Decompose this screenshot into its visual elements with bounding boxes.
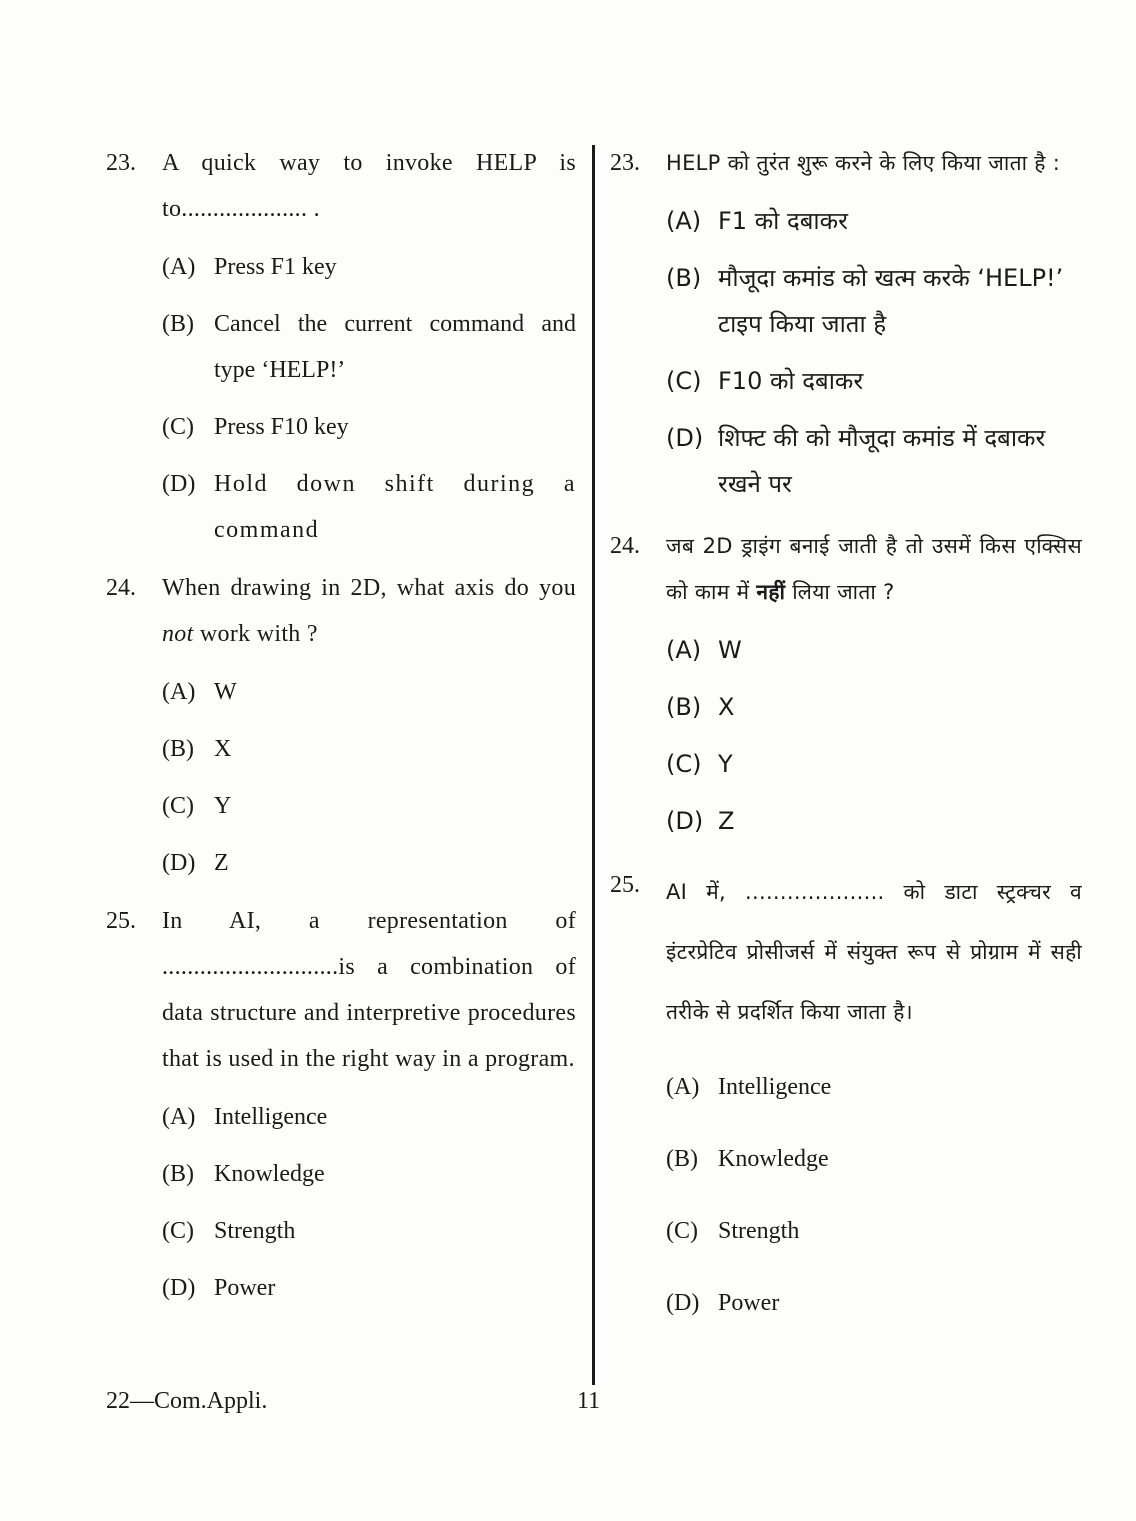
option-b — [666, 1136, 1082, 1182]
stem-text: When drawing in 2D, what axis do you — [162, 575, 576, 601]
option-d — [666, 415, 1082, 507]
stem-emphasis: नहीं — [756, 580, 786, 604]
question-24-en — [106, 565, 576, 886]
option-text: W — [214, 679, 237, 705]
option-label: (C) — [162, 414, 194, 440]
question-stem — [162, 565, 576, 657]
option-label: (B) — [666, 693, 702, 721]
stem-emphasis: not — [162, 621, 194, 647]
question-23-en — [106, 140, 576, 553]
option-text: Power — [214, 1275, 276, 1301]
option-text: Intelligence — [718, 1074, 832, 1100]
option-label: (C) — [162, 793, 194, 819]
option-label: (D) — [162, 850, 196, 876]
option-a — [162, 244, 576, 290]
option-label: (D) — [666, 1290, 700, 1316]
option-c — [666, 1208, 1082, 1254]
question-number: 25. — [106, 908, 136, 934]
option-label: (A) — [666, 207, 702, 235]
question-25-hi — [610, 862, 1082, 1326]
option-c — [162, 1208, 576, 1254]
option-label: (D) — [666, 807, 704, 835]
option-text: Power — [718, 1290, 780, 1316]
option-a — [666, 1064, 1082, 1110]
option-text: Strength — [214, 1218, 296, 1244]
option-b — [162, 726, 576, 772]
question-stem — [666, 523, 1082, 615]
option-label: (C) — [666, 750, 702, 778]
option-a — [162, 669, 576, 715]
option-text: Knowledge — [214, 1161, 325, 1187]
question-number: 24. — [610, 533, 640, 559]
column-divider — [592, 145, 595, 1385]
option-c — [666, 741, 1082, 787]
option-a — [666, 198, 1082, 244]
option-label: (A) — [162, 254, 196, 280]
option-text: Press F1 key — [214, 254, 337, 280]
option-c — [666, 358, 1082, 404]
option-label: (D) — [162, 471, 196, 497]
option-label: (B) — [666, 264, 702, 292]
option-text: F1 को दबाकर — [718, 207, 848, 235]
option-text: Press F10 key — [214, 414, 349, 440]
question-number: 25. — [610, 872, 640, 898]
question-number: 23. — [610, 150, 640, 176]
question-25-en — [106, 898, 576, 1311]
option-text: Y — [718, 750, 733, 778]
option-d — [666, 1280, 1082, 1326]
option-text: शिफ्ट की को मौजूदा कमांड में दबाकर रखने पर — [718, 424, 1046, 498]
option-text: Strength — [718, 1218, 800, 1244]
option-label: (C) — [666, 367, 702, 395]
stem-text: लिया जाता ? — [792, 580, 895, 604]
option-b — [162, 301, 576, 393]
hindi-column — [610, 140, 1082, 1326]
option-text: Cancel the current command and type ‘HELP!’ — [214, 311, 576, 383]
question-stem: In AI, a representation of ............................is a combination of data structure and interpretive procedures that is used in the right way in a program. — [162, 908, 576, 1072]
option-text: Knowledge — [718, 1146, 829, 1172]
option-label: (A) — [162, 1104, 196, 1130]
question-stem: AI में, .................... को डाटा स्ट्रक्चर व इंटरप्रेटिव प्रोसीजर्स में संयुक्त रूप से प्रोग्राम में सही तरीके से प्रदर्शित किया जाता है। — [666, 880, 1082, 1024]
option-text: X — [214, 736, 232, 762]
option-label: (D) — [162, 1275, 196, 1301]
option-d — [162, 461, 576, 553]
option-label: (B) — [162, 311, 194, 337]
option-text: Z — [214, 850, 229, 876]
question-stem: A quick way to invoke HELP is to.................... . — [162, 150, 576, 222]
paper-code: 22—Com.Appli. — [106, 1388, 268, 1414]
option-label: (B) — [666, 1146, 698, 1172]
question-24-hi — [610, 523, 1082, 844]
option-label: (A) — [666, 1074, 700, 1100]
option-d — [162, 840, 576, 886]
option-text: Z — [718, 807, 735, 835]
question-number: 24. — [106, 575, 136, 601]
option-b — [162, 1151, 576, 1197]
option-a — [666, 627, 1082, 673]
page-number: 11 — [577, 1388, 601, 1414]
option-text: Hold down shift during a command — [214, 471, 576, 543]
option-label: (B) — [162, 1161, 194, 1187]
option-label: (A) — [162, 679, 196, 705]
option-text: Y — [214, 793, 232, 819]
option-d — [666, 798, 1082, 844]
option-b — [666, 255, 1082, 347]
option-text: F10 को दबाकर — [718, 367, 864, 395]
option-text: X — [718, 693, 735, 721]
question-23-hi — [610, 140, 1082, 507]
question-number: 23. — [106, 150, 136, 176]
option-label: (C) — [666, 1218, 698, 1244]
option-label: (C) — [162, 1218, 194, 1244]
option-text: W — [718, 636, 742, 664]
stem-text: जब 2D ड्राइंग बनाई जाती है तो उसमें किस एक्सिस को काम में — [666, 534, 1082, 604]
stem-text: work with ? — [199, 621, 318, 647]
option-b — [666, 684, 1082, 730]
option-label: (D) — [666, 424, 704, 452]
option-d — [162, 1265, 576, 1311]
option-c — [162, 783, 576, 829]
option-label: (A) — [666, 636, 702, 664]
option-c — [162, 404, 576, 450]
option-a — [162, 1094, 576, 1140]
option-label: (B) — [162, 736, 194, 762]
option-text: Intelligence — [214, 1104, 328, 1130]
english-column — [106, 140, 576, 1311]
option-text: मौजूदा कमांड को खत्म करके ‘HELP!’ टाइप किया जाता है — [718, 264, 1064, 338]
question-stem: HELP को तुरंत शुरू करने के लिए किया जाता है : — [666, 151, 1061, 175]
